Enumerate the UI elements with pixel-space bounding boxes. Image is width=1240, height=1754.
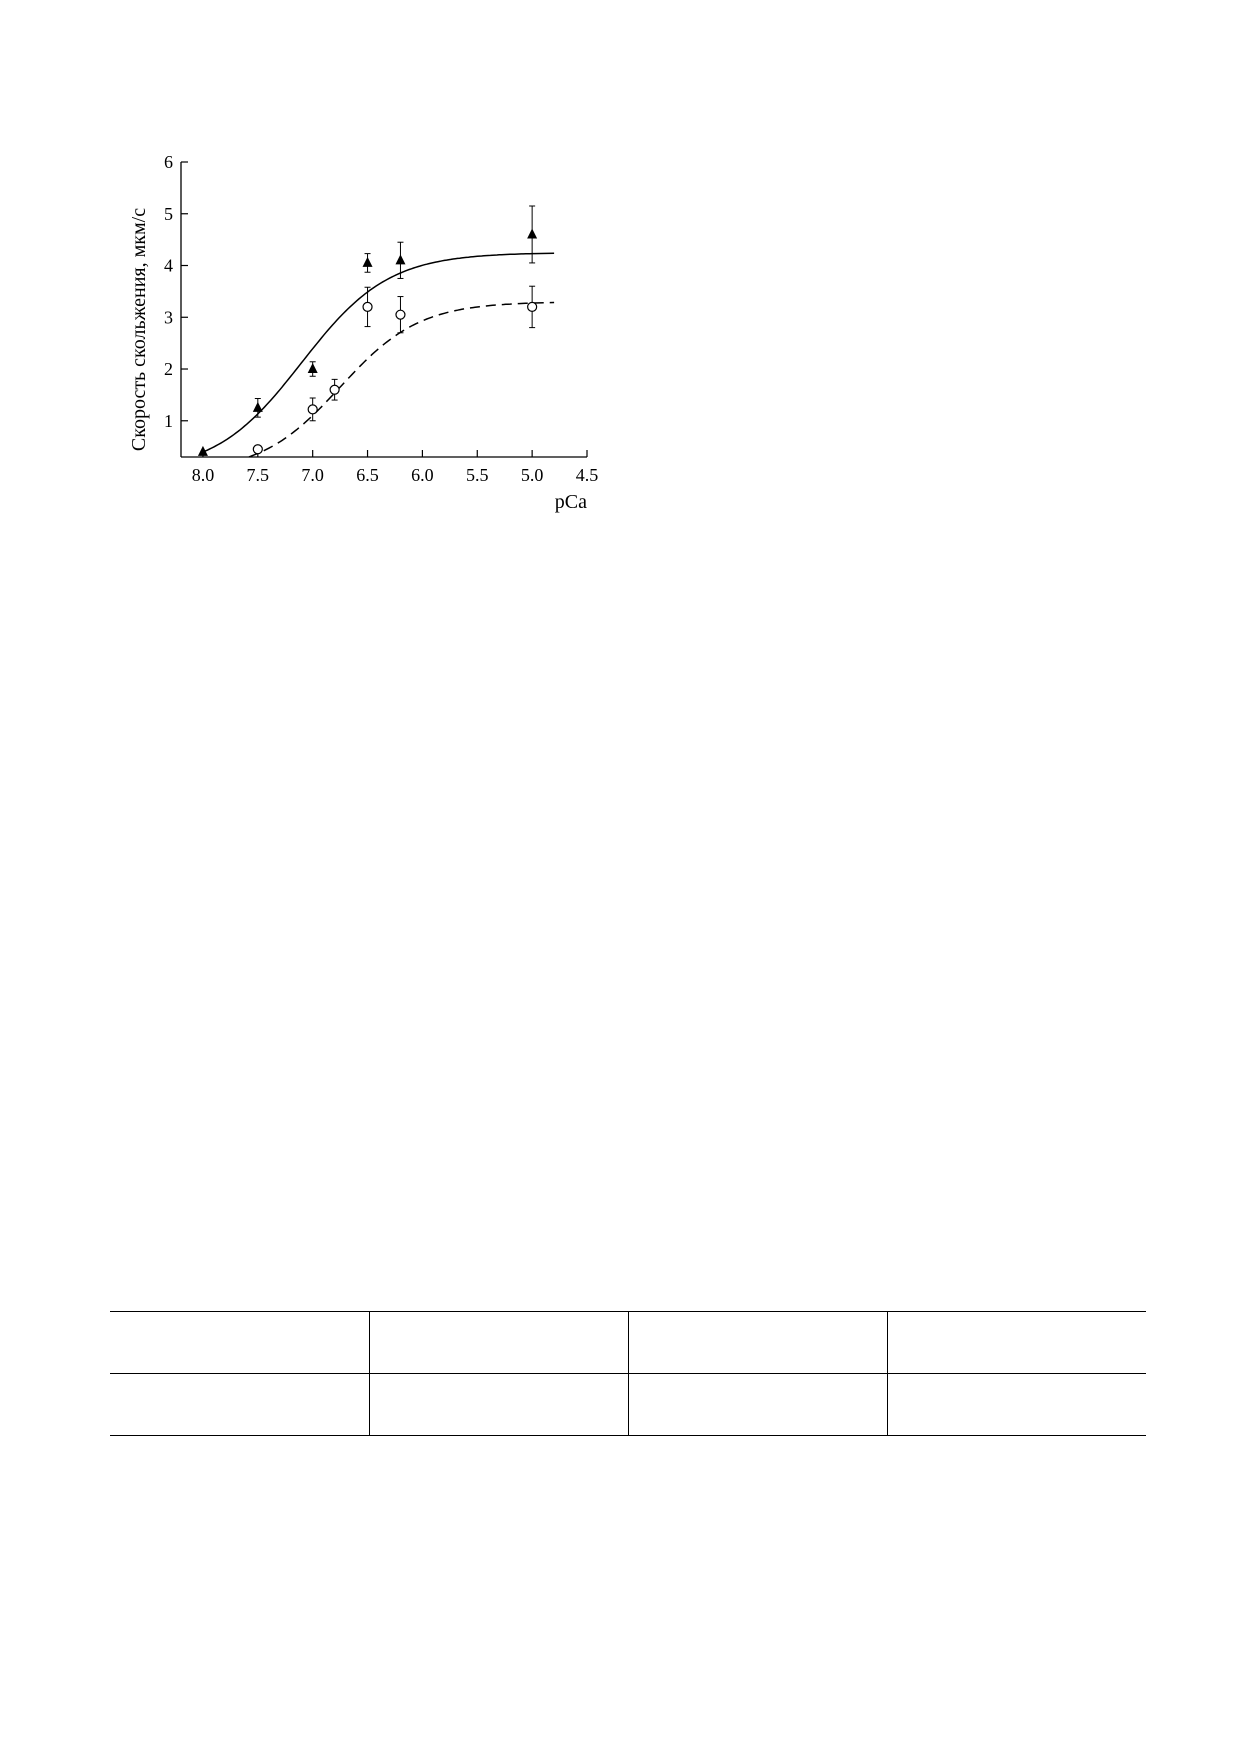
fit-curve-2 [249,303,554,457]
circle-marker [308,405,317,414]
table-cell [369,1374,628,1436]
circle-marker [528,302,537,311]
circle-marker [363,302,372,311]
y-axis-label: Скорость скольжения, мкм/с [128,207,150,452]
x-tick-label: 7.0 [301,465,324,485]
table-cell [369,1312,628,1374]
x-tick-label: 6.0 [411,465,434,485]
y-tick-label: 1 [164,410,173,431]
y-tick-label: 4 [164,255,173,276]
triangle-marker [308,363,318,373]
x-tick-label: 5.0 [520,465,544,485]
triangle-marker [253,402,263,412]
table-row [110,1312,1146,1374]
x-tick-label: 8.0 [191,465,215,485]
circle-marker [253,445,262,454]
error-bars [255,206,535,421]
y-tick-label: 5 [164,203,173,224]
circle-marker [330,385,339,394]
table-cell [110,1312,369,1374]
y-tick-label: 2 [164,359,173,380]
circle-marker [396,310,405,319]
x-tick-label: 6.5 [356,465,379,485]
triangle-marker [395,254,405,264]
table-cell [628,1312,887,1374]
data-table [110,1311,1146,1436]
table-cell [887,1312,1146,1374]
fit-curve-1 [203,253,554,452]
fit-curves [203,253,554,457]
triangle-marker [363,257,373,267]
chart [0,0,1240,560]
triangle-marker [527,228,537,238]
x-axis-label: pCa [554,491,587,513]
y-tick-label: 3 [164,307,173,328]
x-tick-label: 5.5 [466,465,489,485]
x-tick-label: 4.5 [575,465,599,485]
y-ticks [164,152,188,431]
table-cell [887,1374,1146,1436]
y-axis [164,152,188,457]
x-tick-label: 7.5 [246,465,270,485]
table-cell [628,1374,887,1436]
table-cell [110,1374,369,1436]
y-tick-label: 6 [164,152,173,172]
table-row [110,1374,1146,1436]
x-axis [181,450,598,485]
